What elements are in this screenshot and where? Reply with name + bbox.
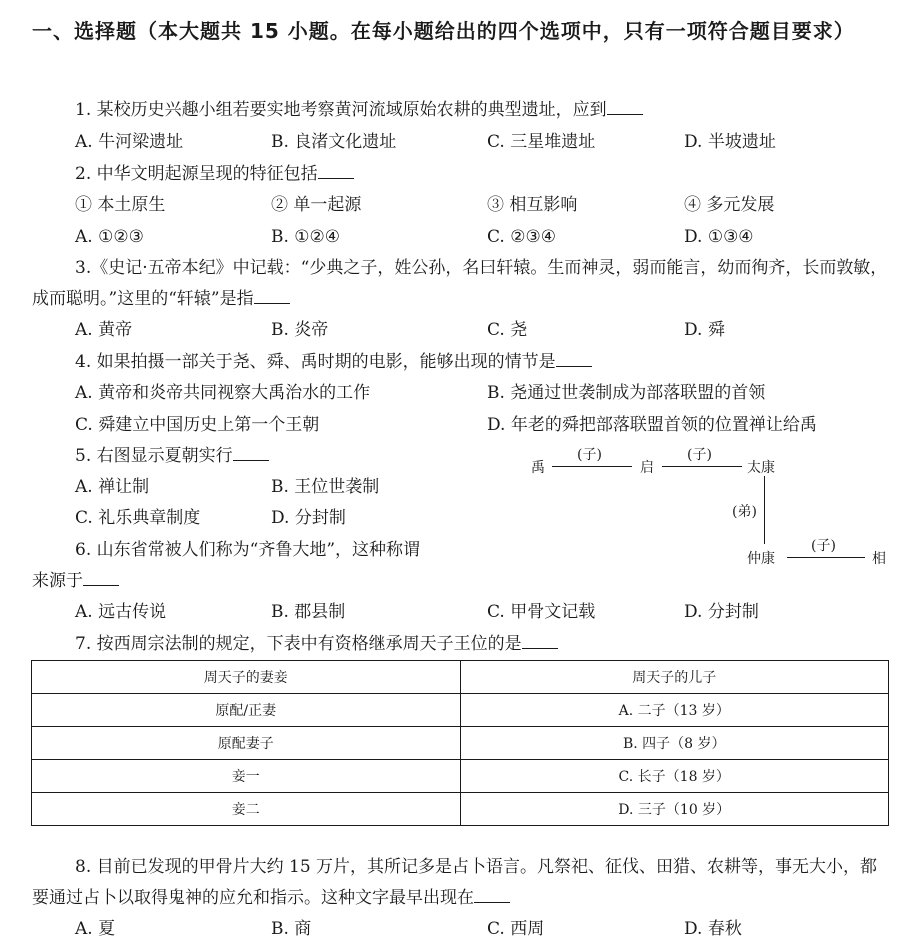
q4-option-b[interactable]: B. 尧通过世袭制成为部落联盟的首领 (487, 383, 766, 403)
q8-option-c[interactable]: C. 西周 (487, 919, 545, 939)
relation-line (787, 557, 865, 558)
succession-table (31, 660, 889, 826)
node-taikang: 太康 (747, 460, 775, 476)
q2-item-4: ④ 多元发展 (684, 195, 775, 215)
answer-blank[interactable] (474, 886, 510, 903)
q1-option-a[interactable]: A. 牛河梁遗址 (75, 132, 184, 152)
table-cell: 妾二 (32, 793, 461, 826)
q5-option-a[interactable]: A. 禅让制 (75, 477, 150, 497)
question-2-stem: 2. 中华文明起源呈现的特征包括 (75, 162, 354, 186)
question-1-stem: 1. 某校历史兴趣小组若要实地考察黄河流域原始农耕的典型遗址，应到 (75, 98, 643, 122)
table-cell[interactable]: B. 四子（8 岁） (460, 727, 889, 760)
node-zhongkang: 仲康 (747, 551, 775, 567)
q2-item-3: ③ 相互影响 (487, 195, 578, 215)
section-title: 一、选择题（本大题共 15 小题。在每小题给出的四个选项中，只有一项符合题目要求） (32, 19, 855, 43)
table-header: 周天子的儿子 (460, 661, 889, 694)
table-cell[interactable]: D. 三子（10 岁） (460, 793, 889, 826)
question-6-stem-line2: 来源于 (32, 569, 119, 593)
q3-option-d[interactable]: D. 舜 (684, 320, 725, 340)
question-3-stem: 3.《史记·五帝本纪》中记载：“少典之子，姓公孙，名曰轩辕。生而神灵，弱而能言，幼而徇齐，长而敦敏，成而聪明。”这里的“轩辕”是指 (32, 258, 888, 309)
q1-option-b[interactable]: B. 良渚文化遗址 (271, 132, 397, 152)
answer-blank[interactable] (522, 632, 558, 649)
table-cell[interactable]: A. 二子（13 岁） (460, 694, 889, 727)
q1-option-d[interactable]: D. 半坡遗址 (684, 132, 776, 152)
relation-label-1: (子) (577, 447, 602, 463)
table-cell: 原配妻子 (32, 727, 461, 760)
q2-item-1: ① 本土原生 (75, 195, 166, 215)
q2-option-a[interactable]: A. ①②③ (75, 227, 144, 247)
q6-option-b[interactable]: B. 郡县制 (271, 602, 346, 622)
q2-item-2: ② 单一起源 (271, 195, 362, 215)
q8-option-d[interactable]: D. 春秋 (684, 919, 742, 939)
answer-blank[interactable] (607, 98, 643, 115)
q3-option-a[interactable]: A. 黄帝 (75, 320, 133, 340)
answer-blank[interactable] (254, 287, 290, 304)
q6-option-a[interactable]: A. 远古传说 (75, 602, 167, 622)
q6-option-d[interactable]: D. 分封制 (684, 602, 759, 622)
table-row (32, 760, 889, 793)
q3-option-c[interactable]: C. 尧 (487, 320, 528, 340)
table-cell: 妾一 (32, 760, 461, 793)
question-4-stem: 4. 如果拍摄一部关于尧、舜、禹时期的电影，能够出现的情节是 (75, 350, 592, 374)
q4-option-c[interactable]: C. 舜建立中国历史上第一个王朝 (75, 415, 320, 435)
q8-option-a[interactable]: A. 夏 (75, 919, 116, 939)
table-header: 周天子的妻妾 (32, 661, 461, 694)
q1-option-c[interactable]: C. 三星堆遗址 (487, 132, 596, 152)
q4-option-d[interactable]: D. 年老的舜把部落联盟首领的位置禅让给禹 (487, 415, 817, 435)
table-cell: 原配/正妻 (32, 694, 461, 727)
q3-option-b[interactable]: B. 炎帝 (271, 320, 329, 340)
relation-label-2: (子) (687, 447, 712, 463)
succession-diagram (525, 440, 895, 575)
relation-line (552, 466, 632, 467)
table-row (32, 694, 889, 727)
question-6-stem-line1: 6. 山东省常被人们称为“齐鲁大地”，这种称谓 (75, 540, 421, 560)
table-header-row (32, 661, 889, 694)
q2-option-c[interactable]: C. ②③④ (487, 227, 556, 247)
q4-option-a[interactable]: A. 黄帝和炎帝共同视察大禹治水的工作 (75, 383, 371, 403)
relation-line (764, 476, 765, 544)
q5-option-b[interactable]: B. 王位世袭制 (271, 477, 380, 497)
node-yu: 禹 (531, 460, 545, 476)
relation-label-3: (弟) (732, 504, 757, 520)
q8-option-b[interactable]: B. 商 (271, 919, 312, 939)
answer-blank[interactable] (83, 569, 119, 586)
question-8-stem: 8. 目前已发现的甲骨片大约 15 万片，其所记多是占卜语言。凡祭祀、征伐、田猎、农耕等，事无大小，都要通过占卜以取得鬼神的应允和指示。这种文字最早出现在 (32, 857, 878, 908)
q2-option-b[interactable]: B. ①②④ (271, 227, 341, 247)
relation-line (662, 466, 742, 467)
q5-option-d[interactable]: D. 分封制 (271, 508, 346, 528)
node-xiang: 相 (872, 551, 886, 567)
table-row (32, 793, 889, 826)
relation-label-4: (子) (811, 538, 836, 554)
q2-option-d[interactable]: D. ①③④ (684, 227, 754, 247)
table-row (32, 727, 889, 760)
question-5-stem: 5. 右图显示夏朝实行 (75, 444, 269, 468)
answer-blank[interactable] (318, 162, 354, 179)
table-cell[interactable]: C. 长子（18 岁） (460, 760, 889, 793)
answer-blank[interactable] (233, 444, 269, 461)
node-qi: 启 (640, 460, 654, 476)
answer-blank[interactable] (556, 350, 592, 367)
question-7-stem: 7. 按西周宗法制的规定，下表中有资格继承周天子王位的是 (75, 632, 558, 656)
q6-option-c[interactable]: C. 甲骨文记载 (487, 602, 596, 622)
q5-option-c[interactable]: C. 礼乐典章制度 (75, 508, 201, 528)
